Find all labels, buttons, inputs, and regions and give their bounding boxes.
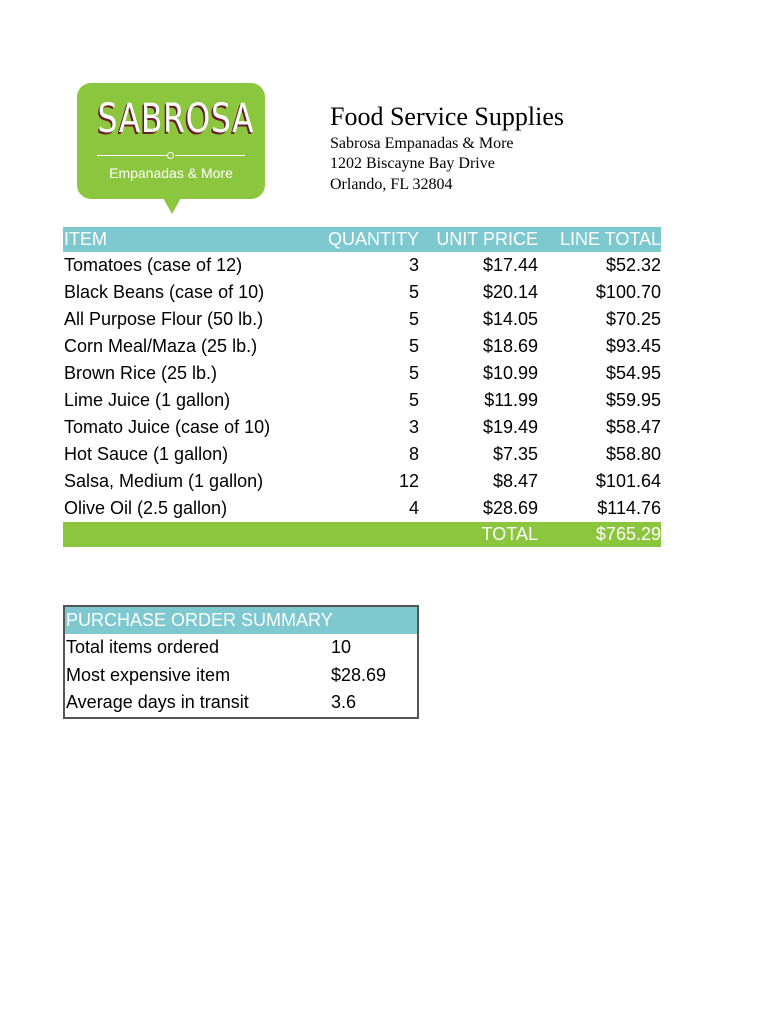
summary-value: 10 xyxy=(331,637,352,657)
summary-value: $28.69 xyxy=(331,664,387,685)
cell-line-total: $58.47 xyxy=(605,417,661,437)
cell-line-total: $93.45 xyxy=(605,336,661,356)
cell-item: All Purpose Flour (50 lb.) xyxy=(64,309,264,329)
cell-item: Hot Sauce (1 gallon) xyxy=(64,444,229,464)
summary-label: Most expensive item xyxy=(66,664,231,685)
cell-unit-price: $11.99 xyxy=(484,390,538,410)
cell-item: Tomato Juice (case of 10) xyxy=(64,417,271,437)
cell-line-total: $54.95 xyxy=(605,363,661,383)
table-row xyxy=(63,495,661,522)
logo-name: SABROSA xyxy=(97,96,255,142)
logo-rule-left xyxy=(97,155,167,156)
cell-quantity: 3 xyxy=(408,417,419,437)
table-row xyxy=(63,360,661,387)
column-header-line-total: LINE TOTAL xyxy=(559,229,661,249)
cell-item: Brown Rice (25 lb.) xyxy=(64,363,218,383)
cell-item: Corn Meal/Maza (25 lb.) xyxy=(64,336,258,356)
company-logo xyxy=(77,83,265,199)
address-line-2: Orlando, FL 32804 xyxy=(330,176,453,193)
logo-tagline: Empanadas & More xyxy=(109,165,233,181)
cell-quantity: 5 xyxy=(408,336,419,356)
summary-row xyxy=(65,689,417,717)
table-row xyxy=(63,306,661,333)
cell-line-total: $52.32 xyxy=(605,255,661,275)
cell-line-total: $58.80 xyxy=(605,444,661,464)
cell-quantity: 8 xyxy=(408,444,419,464)
logo-pointer xyxy=(162,196,182,214)
logo-dot-icon xyxy=(167,152,174,159)
table-row xyxy=(63,252,661,279)
cell-unit-price: $8.47 xyxy=(492,471,538,491)
cell-quantity: 4 xyxy=(408,498,419,518)
table-row xyxy=(63,414,661,441)
cell-unit-price: $19.49 xyxy=(482,417,538,437)
cell-unit-price: $14.05 xyxy=(482,309,538,329)
cell-line-total: $70.25 xyxy=(605,309,661,329)
column-header-quantity: QUANTITY xyxy=(327,229,419,249)
total-value: $765.29 xyxy=(595,524,661,544)
summary-row xyxy=(65,634,417,662)
cell-quantity: 12 xyxy=(398,471,419,491)
cell-line-total: $101.64 xyxy=(595,471,661,491)
summary-row xyxy=(65,662,417,690)
table-row xyxy=(63,333,661,360)
cell-item: Salsa, Medium (1 gallon) xyxy=(64,471,264,491)
summary-body xyxy=(65,634,417,717)
cell-unit-price: $17.44 xyxy=(482,255,538,275)
cell-item: Tomatoes (case of 12) xyxy=(64,255,243,275)
total-row xyxy=(63,522,661,547)
cell-item: Lime Juice (1 gallon) xyxy=(64,390,231,410)
table-row xyxy=(63,441,661,468)
summary-label: Total items ordered xyxy=(66,637,220,657)
table-body xyxy=(63,252,661,522)
cell-line-total: $100.70 xyxy=(595,282,661,302)
purchase-order-summary xyxy=(63,605,419,719)
table-row xyxy=(63,387,661,414)
summary-title: PURCHASE ORDER SUMMARY xyxy=(65,607,417,634)
cell-item: Olive Oil (2.5 gallon) xyxy=(64,498,228,518)
cell-item: Black Beans (case of 10) xyxy=(64,282,265,302)
items-table xyxy=(63,227,661,547)
cell-unit-price: $20.14 xyxy=(482,282,538,302)
summary-label: Average days in transit xyxy=(66,692,249,712)
company-name: Sabrosa Empanadas & More xyxy=(330,135,514,152)
cell-unit-price: $10.99 xyxy=(482,363,538,383)
total-label: TOTAL xyxy=(481,524,538,544)
page-title: Food Service Supplies xyxy=(330,102,564,131)
cell-quantity: 5 xyxy=(408,363,419,383)
table-row xyxy=(63,468,661,495)
cell-quantity: 5 xyxy=(408,309,419,329)
address-line-1: 1202 Biscayne Bay Drive xyxy=(330,155,495,172)
column-header-item: ITEM xyxy=(64,229,107,249)
summary-value: 3.6 xyxy=(331,692,357,712)
logo-rule-right xyxy=(175,155,245,156)
cell-quantity: 3 xyxy=(408,255,419,275)
table-row xyxy=(63,279,661,306)
cell-unit-price: $28.69 xyxy=(482,498,538,518)
cell-quantity: 5 xyxy=(408,390,419,410)
cell-line-total: $59.95 xyxy=(605,390,661,410)
cell-quantity: 5 xyxy=(408,282,419,302)
cell-unit-price: $18.69 xyxy=(482,336,538,356)
column-header-unit-price: UNIT PRICE xyxy=(436,229,538,249)
table-header xyxy=(63,227,661,252)
cell-line-total: $114.76 xyxy=(597,498,661,518)
cell-unit-price: $7.35 xyxy=(492,444,538,464)
